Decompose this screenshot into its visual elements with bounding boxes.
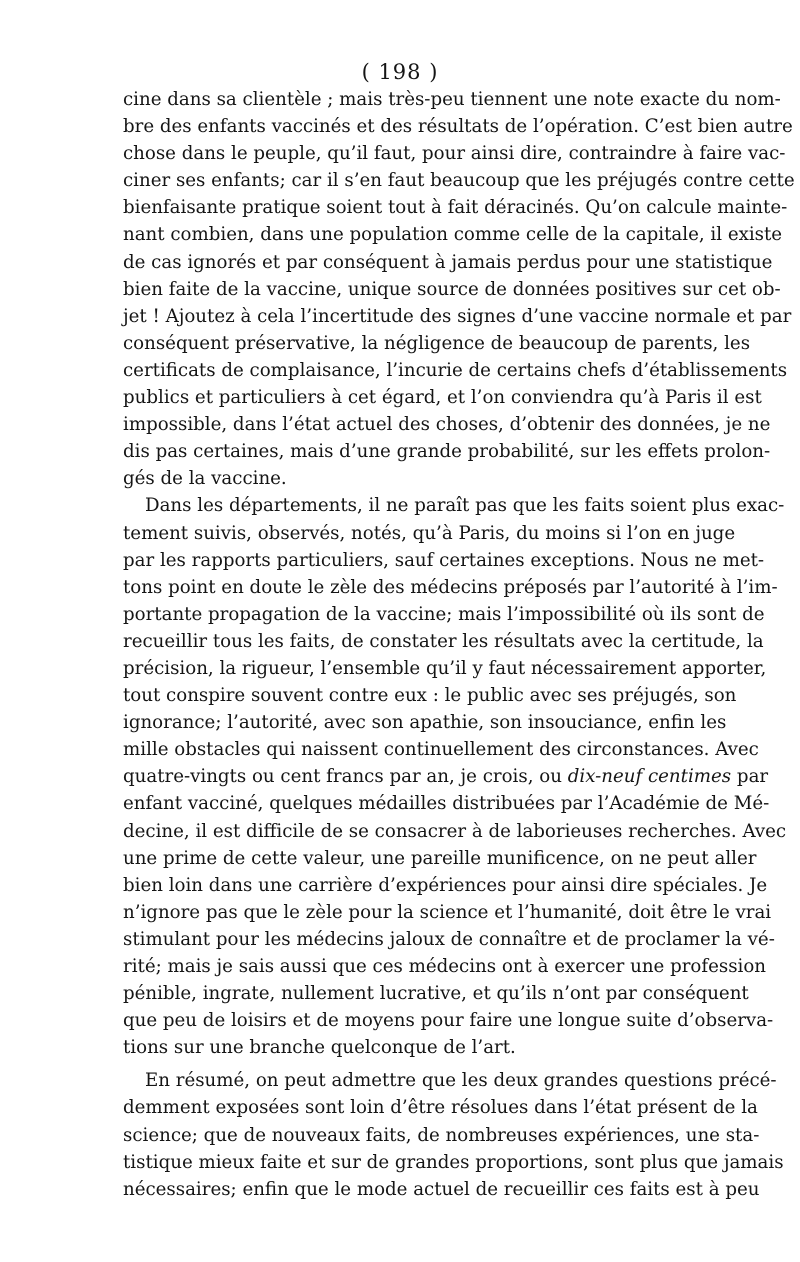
text-line: bien faite de la vaccine, unique source de données positives sur cet ob-	[123, 278, 781, 300]
text-line: une prime de cette valeur, une pareille munificence, on ne peut aller	[123, 847, 757, 869]
paragraph-2	[123, 492, 787, 1061]
text-line: stimulant pour les médecins jaloux de connaître et de proclamer la vé-	[123, 928, 775, 950]
text-line: conséquent préservative, la négligence de beaucoup de parents, les	[123, 332, 751, 354]
paragraph-3	[123, 1067, 784, 1202]
text-line: pénible, ingrate, nullement lucrative, et qu’ils n’ont par conséquent	[123, 983, 749, 1005]
italic-phrase: dix-neuf centimes	[567, 766, 732, 788]
text-line: cine dans sa clientèle ; mais très-peu tiennent une note exacte du nom-	[123, 89, 781, 110]
text-line: nécessaires; enfin que le mode actuel de recueillir ces faits est à peu	[123, 1178, 760, 1200]
text-line: jet ! Ajoutez à cela l’incertitude des signes d’une vaccine normale et par	[123, 305, 792, 327]
text-line: tout conspire souvent contre eux : le public avec ses préjugés, son	[123, 685, 737, 707]
text-line: que peu de loisirs et de moyens pour faire une longue suite d’observa-	[123, 1010, 774, 1032]
text-line: bre des enfants vaccinés et des résultats de l’opération. C’est bien autre	[123, 116, 793, 138]
text-line: Dans les départements, il ne paraît pas que les faits soient plus exac-	[145, 495, 785, 517]
text-line: demment exposées sont loin d’être résolues dans l’état présent de la	[123, 1097, 758, 1119]
text-line: recueillir tous les faits, de constater les résultats avec la certitude, la	[123, 630, 764, 652]
text-segment: quatre-vingts ou cent francs par an, je crois, ou	[123, 766, 562, 788]
text-line: bien loin dans une carrière d’expériences pour ainsi dire spéciales. Je	[123, 874, 768, 896]
text-line: tions sur une branche quelconque de l’art.	[123, 1037, 516, 1059]
text-line: ignorance; l’autorité, avec son apathie, son insouciance, enfin les	[123, 712, 727, 734]
body-text	[123, 86, 795, 1203]
text-line: tistique mieux faite et sur de grandes proportions, sont plus que jamais	[123, 1151, 784, 1173]
text-line: certificats de complaisance, l’incurie de certains chefs d’établissements	[123, 359, 788, 381]
text-line: gés de la vaccine.	[123, 468, 287, 490]
text-line: par les rapports particuliers, sauf certaines exceptions. Nous ne met-	[123, 549, 765, 571]
text-line: mille obstacles qui naissent continuellement des circonstances. Avec	[123, 739, 759, 761]
text-line: n’ignore pas que le zèle pour la science et l’humanité, doit être le vrai	[123, 901, 772, 923]
text-line: impossible, dans l’état actuel des choses, d’obtenir des données, je ne	[123, 414, 771, 436]
text-line: de cas ignorés et par conséquent à jamais perdus pour une statistique	[123, 251, 773, 273]
text-segment: par	[736, 766, 769, 788]
text-line-with-italic	[123, 763, 769, 790]
text-line: publics et particuliers à cet égard, et l’on conviendra qu’à Paris il est	[123, 387, 762, 409]
paragraph-1	[123, 86, 795, 492]
text-line: portante propagation de la vaccine; mais l’impossibilité où ils sont de	[123, 603, 765, 625]
text-line: dis pas certaines, mais d’une grande probabilité, sur les effets prolon-	[123, 441, 771, 463]
text-line: En résumé, on peut admettre que les deux grandes questions précé-	[145, 1070, 777, 1092]
text-line: nant combien, dans une population comme celle de la capitale, il existe	[123, 224, 783, 246]
text-line: decine, il est difficile de se consacrer à de laborieuses recherches. Avec	[123, 820, 787, 842]
text-line: enfant vacciné, quelques médailles distribuées par l’Académie de Mé-	[123, 793, 770, 815]
text-line: chose dans le peuple, qu’il faut, pour ainsi dire, contraindre à faire vac-	[123, 143, 786, 165]
text-line: tons point en doute le zèle des médecins préposés par l’autorité à l’im-	[123, 576, 778, 598]
text-line: rité; mais je sais aussi que ces médecins ont à exercer une profession	[123, 956, 767, 977]
page-number: ( 198 )	[361, 60, 439, 84]
text-line: ciner ses enfants; car il s’en faut beaucoup que les préjugés contre cette	[123, 170, 795, 192]
text-line: tement suivis, observés, notés, qu’à Paris, du moins si l’on en juge	[123, 522, 736, 544]
text-line: précision, la rigueur, l’ensemble qu’il y faut nécessairement apporter,	[123, 657, 767, 679]
text-line: science; que de nouveaux faits, de nombreuses expériences, une sta-	[123, 1124, 760, 1146]
text-line: bienfaisante pratique soient tout à fait déracinés. Qu’on calcule mainte-	[123, 197, 788, 219]
